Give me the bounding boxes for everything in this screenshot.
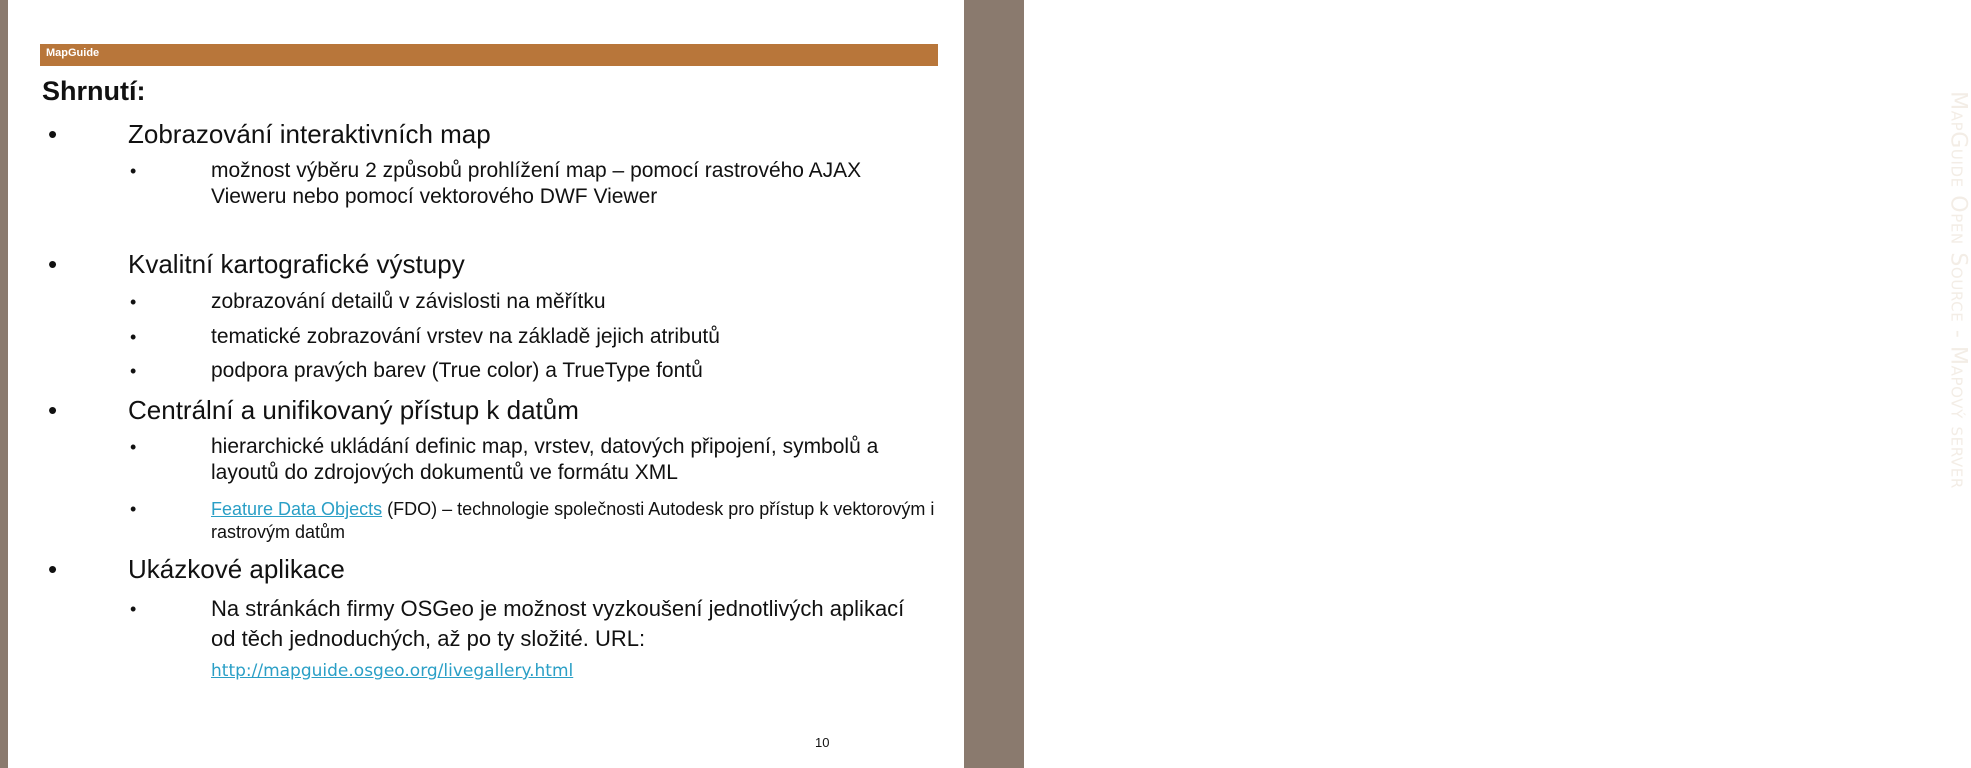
- livegallery-link[interactable]: http://mapguide.osgeo.org/livegallery.html: [211, 661, 574, 681]
- side-panel: [964, 0, 1971, 768]
- header-label: MapGuide: [46, 47, 100, 59]
- bullet-dot: •: [48, 249, 58, 279]
- bullet-dot: •: [48, 554, 58, 584]
- osgeo-description: Na stránkách firmy OSGeo je možnost vyzkoušení jednotlivých aplikací od těch jednoduchých, až po ty složité. URL:: [211, 596, 905, 651]
- header-bar: [40, 44, 938, 66]
- bullet-text: Ukázkové aplikace: [128, 554, 345, 584]
- bullet-dot: •: [130, 599, 137, 619]
- left-border: [0, 0, 8, 768]
- bullet-dot: •: [130, 161, 137, 181]
- bullet-dot: •: [48, 395, 58, 425]
- bullet-dot: •: [130, 437, 137, 457]
- bullet-text: [211, 498, 941, 544]
- side-title: MapGuide Open Source - Mapový server: [1945, 91, 1971, 489]
- bullet-dot: •: [130, 361, 137, 381]
- bullet-dot: •: [48, 119, 58, 149]
- page-number: 10: [815, 735, 830, 750]
- bullet-text: podpora pravých barev (True color) a TrueType fontů: [211, 359, 703, 382]
- bullet-text: Kvalitní kartografické výstupy: [128, 249, 465, 279]
- bullet-text: Zobrazování interaktivních map: [128, 119, 491, 149]
- bullet-text: Centrální a unifikovaný přístup k datům: [128, 395, 579, 425]
- fdo-description: (FDO) – technologie společnosti Autodesk pro přístup k vektorovým i rastrovým datům: [211, 499, 935, 542]
- bullet-text: zobrazování detailů v závislosti na měřítku: [211, 290, 606, 313]
- bullet-text: hierarchické ukládání definic map, vrstev, datových připojení, symbolů a layoutů do zdrojových dokumentů ve formátu XML: [211, 435, 879, 484]
- bullet-dot: •: [130, 499, 137, 519]
- slide-title: Shrnutí:: [42, 76, 146, 106]
- fdo-link[interactable]: Feature Data Objects: [211, 499, 383, 519]
- bullet-text: tematické zobrazování vrstev na základě jejich atributů: [211, 325, 720, 348]
- bullet-dot: •: [130, 292, 137, 312]
- bullet-dot: •: [130, 327, 137, 347]
- bullet-text: možnost výběru 2 způsobů prohlížení map – pomocí rastrového AJAX Vieweru nebo pomocí vektorového DWF Viewer: [211, 159, 862, 208]
- bullet-text: [211, 594, 911, 686]
